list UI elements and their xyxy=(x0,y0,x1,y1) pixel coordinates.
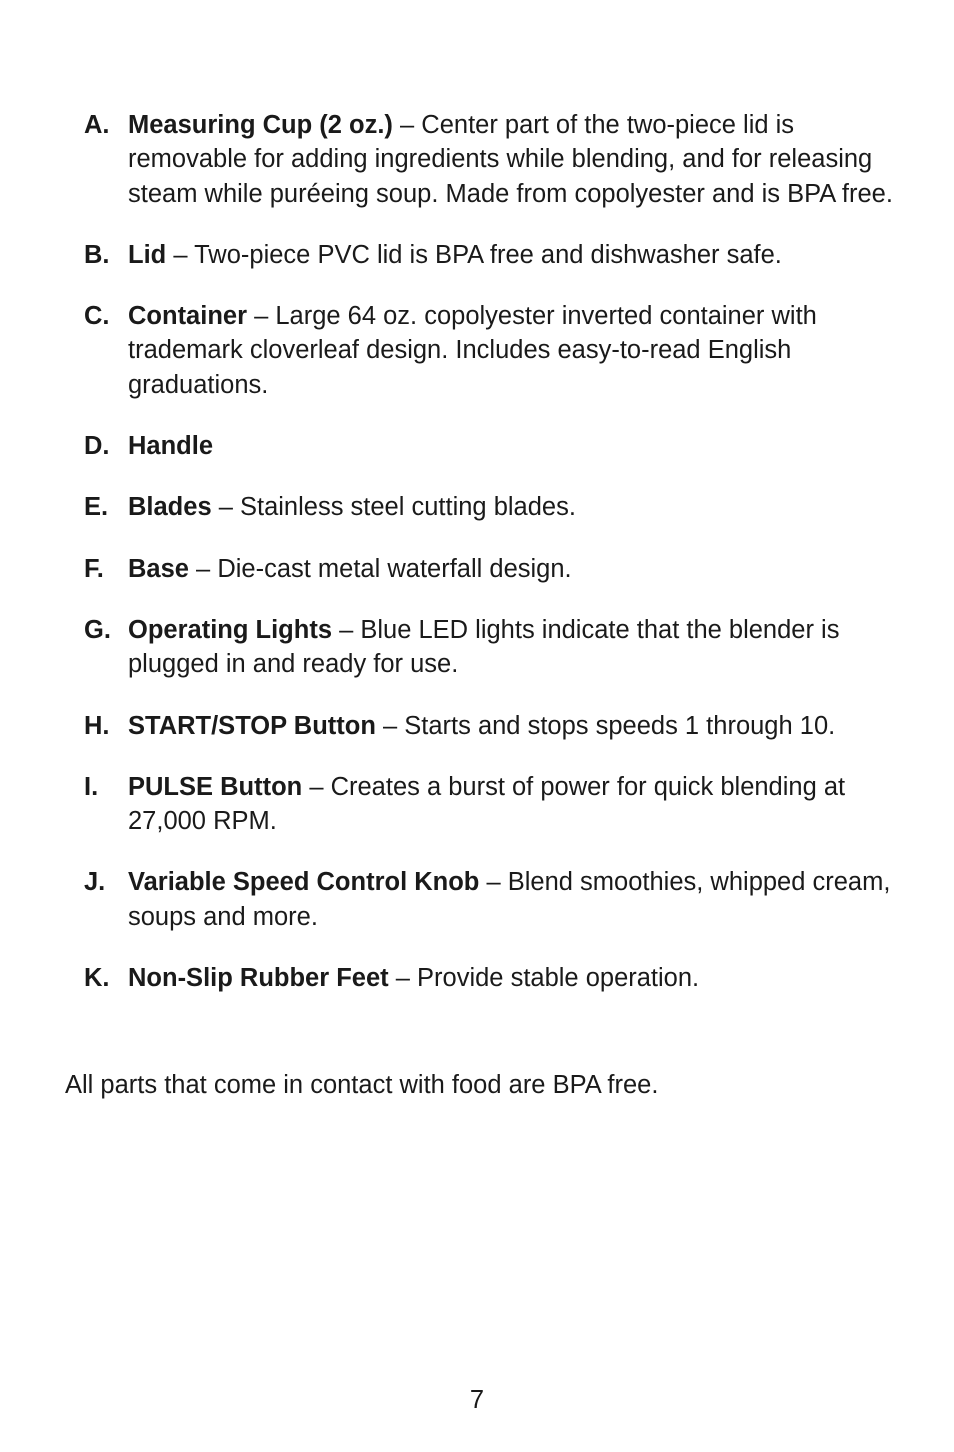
part-letter: G. xyxy=(84,615,111,644)
parts-list xyxy=(84,108,894,1022)
part-text xyxy=(128,613,894,682)
part-item-f xyxy=(84,552,894,586)
part-letter: J. xyxy=(84,868,106,897)
part-description: – Blue LED lights indicate that the blender is plugged in and ready for use. xyxy=(128,615,840,679)
part-name: Lid xyxy=(128,240,167,269)
part-name: Measuring Cup (2 oz.) xyxy=(128,111,393,139)
part-name: Base xyxy=(128,554,189,583)
part-letter: B. xyxy=(84,240,110,269)
part-text xyxy=(128,108,894,211)
part-letter: F. xyxy=(84,554,104,583)
part-item-k xyxy=(84,961,894,995)
part-name: Handle xyxy=(128,432,214,461)
part-description: – Stainless steel cutting blades. xyxy=(211,493,576,522)
part-item-j xyxy=(84,865,894,934)
part-name: Blades xyxy=(128,493,212,522)
part-letter: C. xyxy=(84,302,110,331)
part-item-d xyxy=(84,429,894,463)
part-description: – Two-piece PVC lid is BPA free and dishwasher safe. xyxy=(166,240,782,269)
part-text xyxy=(128,238,894,272)
part-letter: E. xyxy=(84,493,109,522)
part-name: Operating Lights xyxy=(128,615,332,644)
part-item-g xyxy=(84,613,894,682)
part-text xyxy=(128,709,894,743)
part-text xyxy=(128,865,894,934)
part-name: START/STOP Button xyxy=(128,711,376,740)
part-description: – Large 64 oz. copolyester inverted container with trademark cloverleaf design. Includes easy-to-read English graduations. xyxy=(128,302,817,399)
part-text xyxy=(128,552,894,586)
part-description: – Starts and stops speeds 1 through 10. xyxy=(375,711,836,740)
part-item-b xyxy=(84,238,894,272)
bpa-footnote: All parts that come in contact with food are BPA free. xyxy=(65,1071,659,1099)
part-text xyxy=(128,429,894,463)
part-description: – Blend smoothies, whipped cream, soups and more. xyxy=(128,868,891,931)
part-item-h xyxy=(84,709,894,743)
part-text xyxy=(128,299,894,402)
part-name: PULSE Button xyxy=(128,772,303,801)
part-item-c xyxy=(84,299,894,402)
part-name: Container xyxy=(128,302,248,331)
part-item-e xyxy=(84,490,894,524)
part-description: – Center part of the two-piece lid is removable for adding ingredients while blending, and for releasing steam while puréeing soup. Made from copolyester and is BPA free. xyxy=(128,111,893,208)
part-letter: A. xyxy=(84,111,110,139)
part-letter: D. xyxy=(84,432,110,461)
part-text xyxy=(128,770,894,839)
part-letter: H. xyxy=(84,711,110,740)
part-description: – Creates a burst of power for quick blending at 27,000 RPM. xyxy=(128,772,846,836)
part-letter: I. xyxy=(84,772,99,801)
part-item-i xyxy=(84,770,894,839)
part-name: Variable Speed Control Knob xyxy=(128,868,480,897)
part-text xyxy=(128,961,894,995)
part-item-a xyxy=(84,108,894,211)
page-number: 7 xyxy=(469,1386,485,1414)
part-text xyxy=(128,490,894,524)
part-description: – Provide stable operation. xyxy=(388,964,700,993)
part-description: – Die-cast metal waterfall design. xyxy=(188,554,572,583)
part-name: Non-Slip Rubber Feet xyxy=(128,964,389,993)
part-letter: K. xyxy=(84,964,110,993)
